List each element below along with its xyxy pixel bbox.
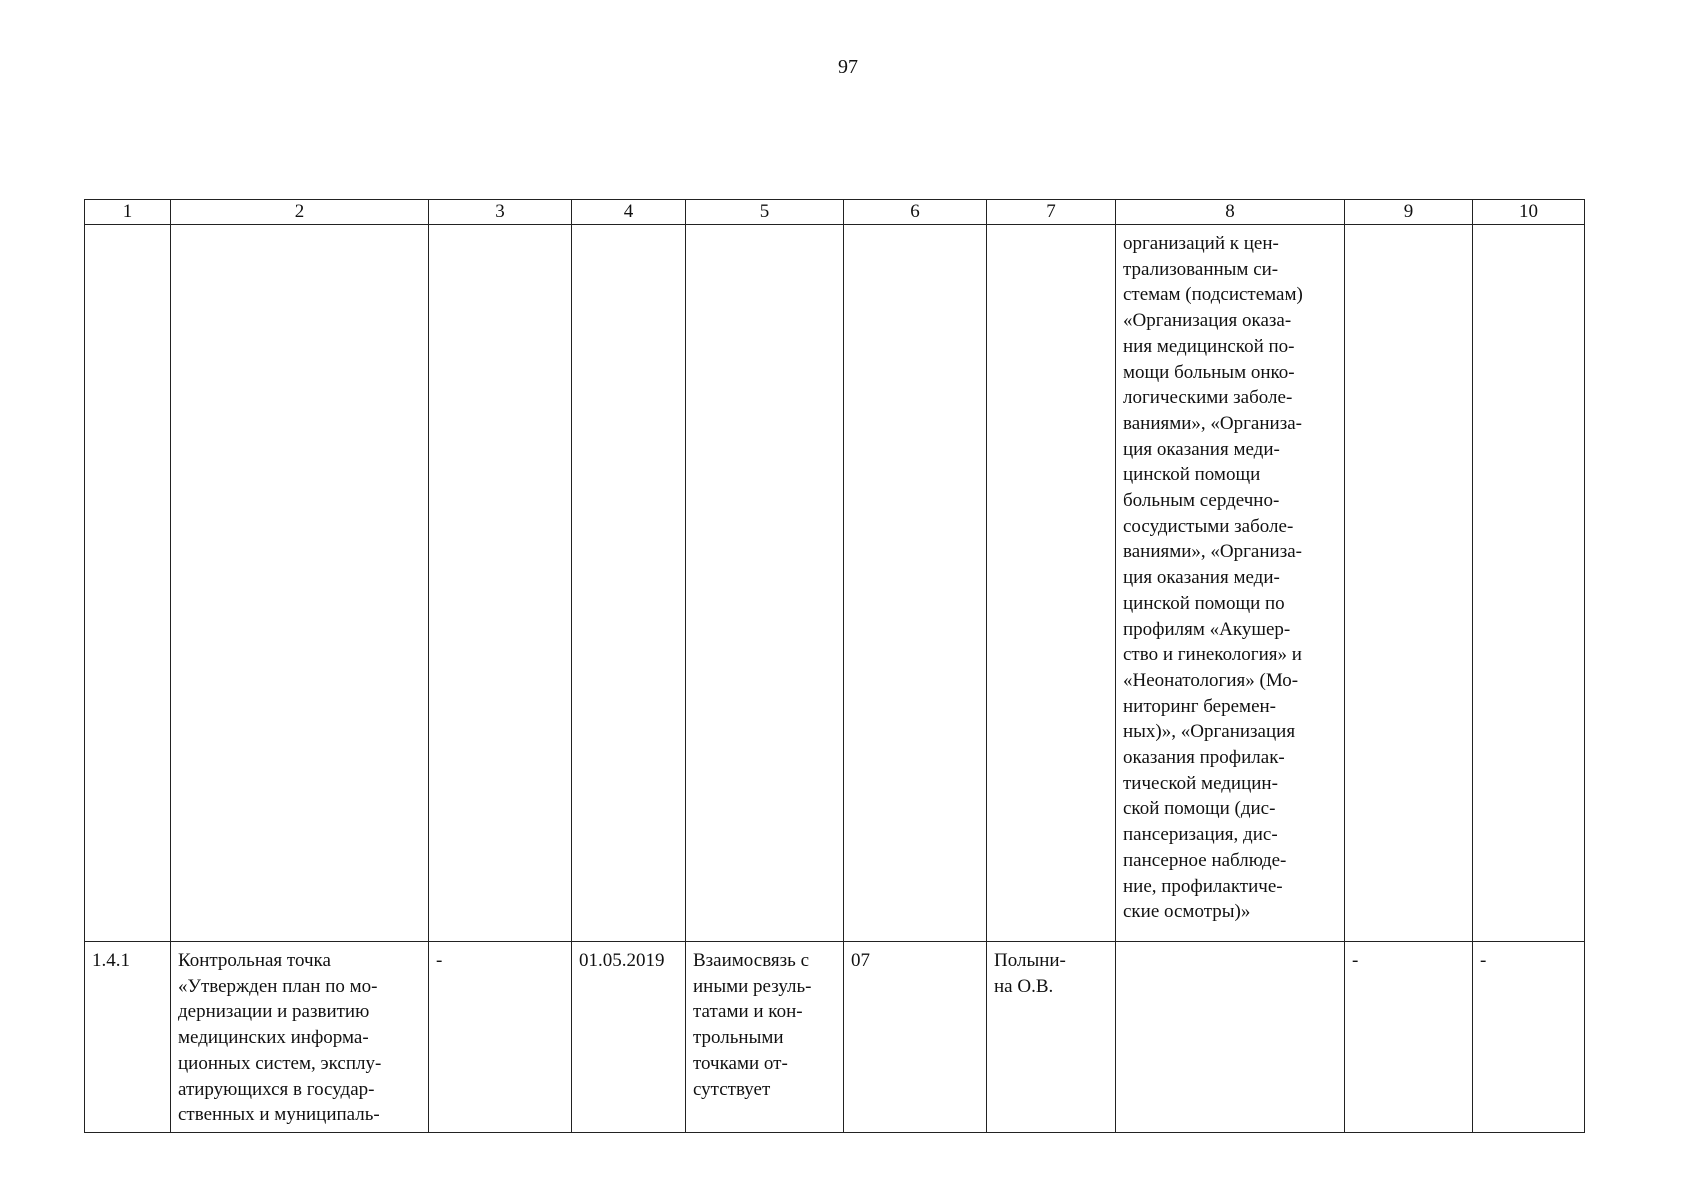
cell-text: организаций к цен- трализованным си- стемам (подсистемам) «Организация оказа- ния медицинской по- мощи больным онко- логическими заболе- ваниями», «Организа- ция оказания меди- цинской помощи больным сердечно- сосудистыми заболе- ваниями», «Организа- ция оказания меди- цинской помощи по профилям «Акушер- ство и гинекология» и «Неонатология» (Мо- ниторинг беремен- ных)», «Организация оказания профилак- тической медицин- ской помощи (дис- пансеризация, дис- пансерное наблюде- ние, профилактиче- ские осмотры)»: [1123, 233, 1303, 923]
cell-number: [85, 942, 171, 1133]
cell-number: [85, 225, 171, 942]
column-header-2: 2: [171, 200, 429, 225]
plan-table: [84, 199, 1585, 1133]
table-header-row: [85, 200, 1585, 225]
cell-text: 01.05.2019: [579, 950, 665, 971]
cell-text: -: [1480, 950, 1487, 971]
column-header-10: 10: [1473, 200, 1585, 225]
column-header-4: 4: [572, 200, 686, 225]
cell-date: [572, 942, 686, 1133]
column-header-1: 1: [85, 200, 171, 225]
page-number: 97: [838, 56, 858, 78]
cell-text: 1.4.1: [92, 950, 130, 971]
cell-text: 07: [851, 950, 870, 971]
cell-text: Контрольная точка «Утвержден план по мо- дернизации и развитию медицинских информа- ционных систем, эксплу- атирующихся в государ- ственных и муниципаль-: [178, 950, 382, 1126]
cell-col10: [1473, 225, 1585, 942]
cell-description: [1116, 225, 1345, 942]
cell-text: -: [436, 950, 443, 971]
cell-name: [171, 225, 429, 942]
column-header-3: 3: [429, 200, 572, 225]
cell-code: [844, 225, 987, 942]
column-header-5: 5: [686, 200, 844, 225]
cell-col9: [1345, 225, 1473, 942]
cell-responsible: [987, 225, 1116, 942]
cell-date: [572, 225, 686, 942]
cell-text: Взаимосвязь с иными резуль- татами и кон- трольными точками от- сутствует: [693, 950, 812, 1100]
cell-col9: [1345, 942, 1473, 1133]
column-header-6: 6: [844, 200, 987, 225]
cell-text: -: [1352, 950, 1359, 971]
table-row-1-4-1: [85, 942, 1585, 1133]
cell-relation: [686, 942, 844, 1133]
cell-responsible: [987, 942, 1116, 1133]
cell-col3: [429, 942, 572, 1133]
column-header-9: 9: [1345, 200, 1473, 225]
cell-col10: [1473, 942, 1585, 1133]
column-header-8: 8: [1116, 200, 1345, 225]
cell-name: [171, 942, 429, 1133]
cell-col3: [429, 225, 572, 942]
cell-code: [844, 942, 987, 1133]
column-header-7: 7: [987, 200, 1116, 225]
cell-text: Полыни- на О.В.: [994, 950, 1066, 997]
table-row-continued: [85, 225, 1585, 942]
cell-description: [1116, 942, 1345, 1133]
cell-relation: [686, 225, 844, 942]
